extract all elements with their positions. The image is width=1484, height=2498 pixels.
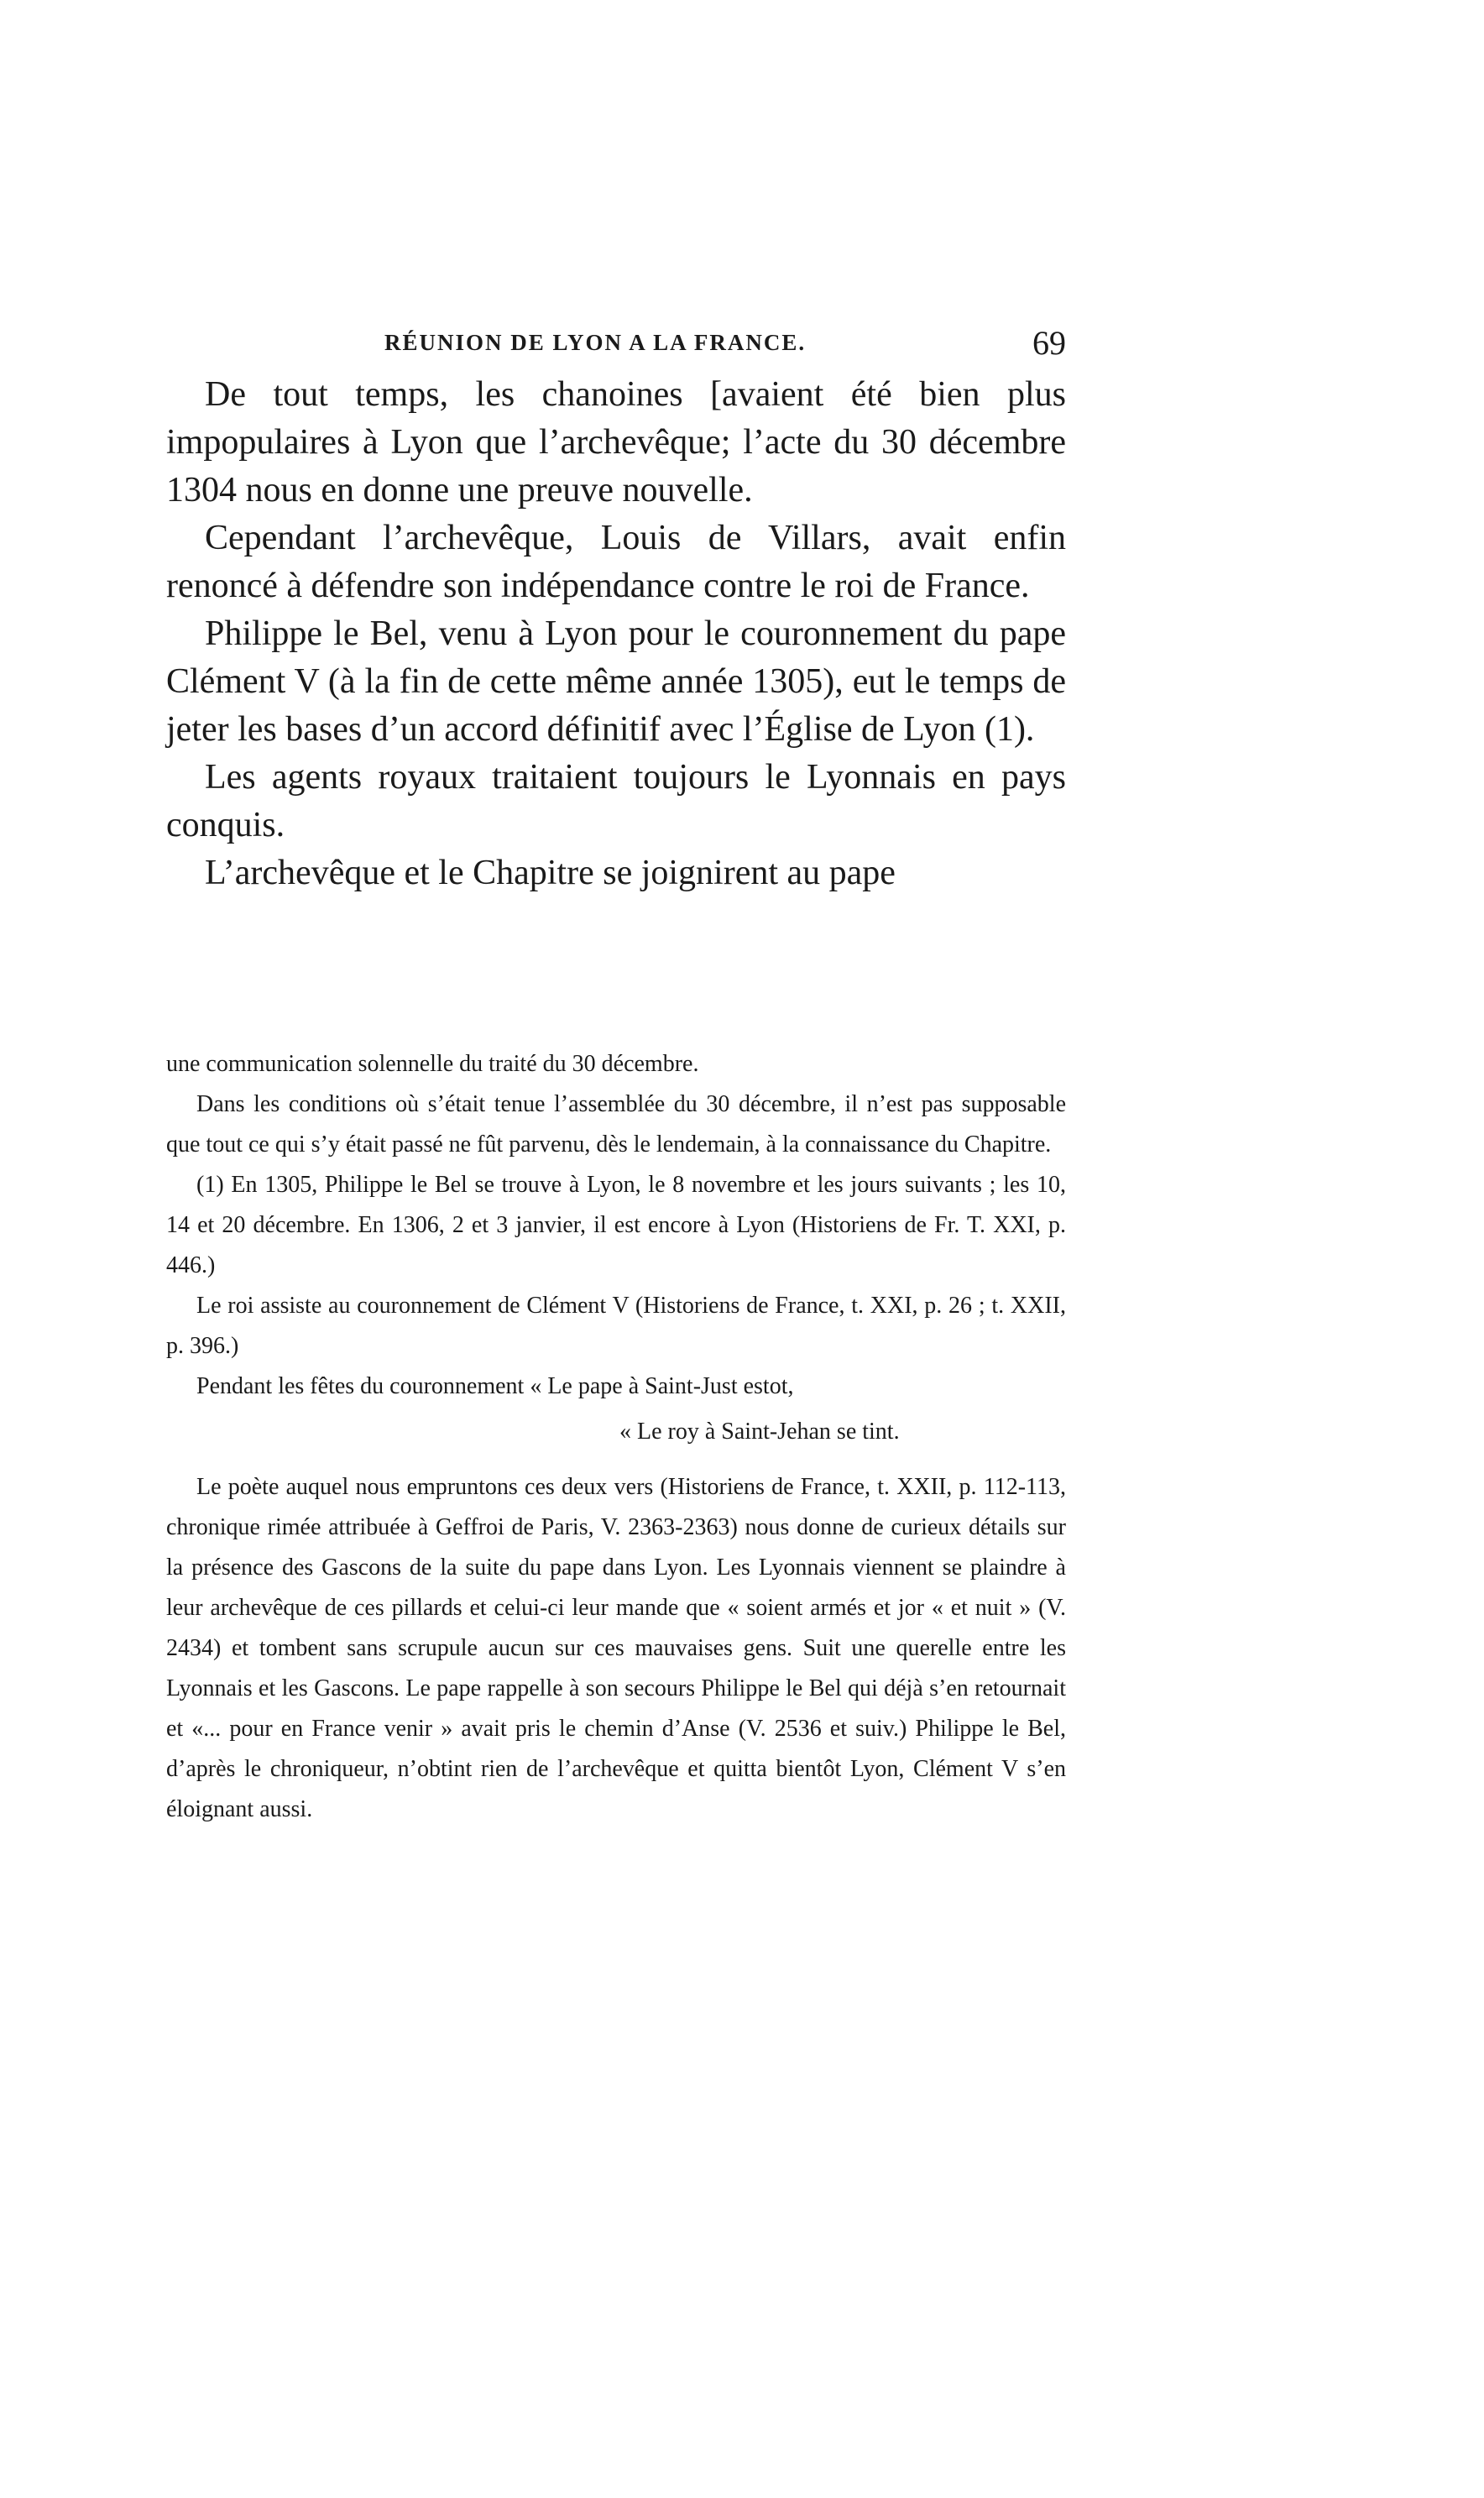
paragraph: Cependant l’archevêque, Louis de Villars, avait enfin renoncé à défendre son indépendance contre le roi de France. xyxy=(166,519,1066,605)
footnote-paragraph: Le poète auquel nous empruntons ces deux vers (Historiens de France, t. XXII, p. 112-113, chronique rimée attribuée à Geffroi de Paris, V. 2363-2363) nous donne de curieux détails sur la présence des Gascons de la suite du pape dans Lyon. Les Lyonnais viennent se plaindre à leur archevêque de ces pillards et celui-ci leur mande que « soient armés et jor « et nuit » (V. 2434) et tombent sans scrupule aucun sur ces mauvaises gens. Suit une querelle entre les Lyonnais et les Gascons. Le pape rappelle à son secours Philippe le Bel qui déjà s’en retournait et «... pour en France venir » avait pris le chemin d’Anse (V. 2536 et suiv.) Philippe le Bel, d’après le chroniqueur, n’obtint rien de l’archevêque et quitta bientôt Lyon, Clément V s’en éloignant aussi. xyxy=(166,1474,1066,1822)
page-header xyxy=(168,323,1066,374)
page-number: 69 xyxy=(1032,324,1066,362)
footnote-paragraph: Dans les conditions où s’était tenue l’assemblée du 30 décembre, il n’est pas supposable que tout ce qui s’y était passé ne fût parvenu, dès le lendemain, à la connaissance du Chapitre. xyxy=(166,1091,1066,1158)
paragraph: De tout temps, les chanoines [avaient été bien plus impopulaires à Lyon que l’archevêque; l’acte du 30 décembre 1304 nous en donne une preuve nouvelle. xyxy=(166,375,1066,510)
paragraph: L’archevêque et le Chapitre se joignirent au pape xyxy=(205,854,896,892)
verse-line: « Le roy à Saint-Jehan se tint. xyxy=(619,1419,900,1445)
footnote-paragraph: Le roi assiste au couronnement de Clément V (Historiens de France, t. XXI, p. 26 ; t. XXII, p. 396.) xyxy=(166,1293,1066,1359)
paragraph: Philippe le Bel, venu à Lyon pour le couronnement du pape Clément V (à la fin de cette même année 1305), eut le temps de jeter les bases d’un accord définitif avec l’Église de Lyon (1). xyxy=(166,614,1066,749)
footnote-1: (1) En 1305, Philippe le Bel se trouve à Lyon, le 8 novembre et les jours suivants ; les 10, 14 et 20 décembre. En 1306, 2 et 3 janvier, il est encore à Lyon (Historiens de Fr. T. XXI, p. 446.) xyxy=(166,1172,1066,1278)
footnotes xyxy=(166,1044,1066,1830)
verse-line: Pendant les fêtes du couronnement « Le pape à Saint-Just estot, xyxy=(196,1373,794,1399)
main-text xyxy=(166,371,1066,897)
footnote-continuation: une communication solennelle du traité du 30 décembre. xyxy=(166,1051,699,1077)
running-title: RÉUNION DE LYON A LA FRANCE. xyxy=(384,330,807,355)
paragraph: Les agents royaux traitaient toujours le Lyonnais en pays conquis. xyxy=(166,758,1066,844)
